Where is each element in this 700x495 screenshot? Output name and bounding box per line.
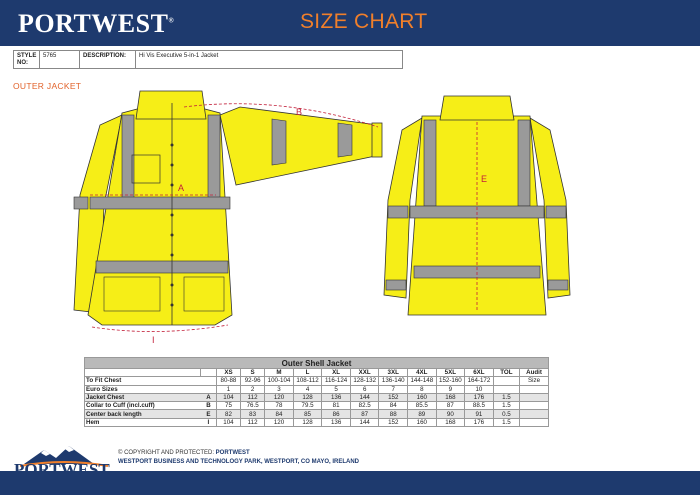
- table-cell: 89: [408, 410, 437, 418]
- table-cell: 100-104: [265, 377, 294, 385]
- table-cell: 164-172: [465, 377, 494, 385]
- description-label: DESCRIPTION:: [80, 51, 136, 68]
- row-label: Euro Sizes: [85, 385, 201, 393]
- table-cell: 2: [241, 385, 265, 393]
- table-cell: 160: [408, 418, 437, 426]
- audit-header: Audit: [520, 369, 549, 377]
- tol-header: TOL: [493, 369, 519, 377]
- table-title: Outer Shell Jacket: [85, 358, 549, 369]
- size-header: M: [265, 369, 294, 377]
- table-cell: 81: [322, 402, 351, 410]
- front-right-sleeve: [220, 107, 380, 185]
- size-header: 5XL: [436, 369, 465, 377]
- tol-cell: 1.5: [493, 418, 519, 426]
- row-label: Hem: [85, 418, 201, 426]
- header-spacer: [85, 369, 201, 377]
- table-cell: 152: [379, 418, 408, 426]
- table-cell: 176: [465, 393, 494, 401]
- row-code: E: [201, 410, 216, 418]
- table-cell: 86: [322, 410, 351, 418]
- size-header: XL: [322, 369, 351, 377]
- table-cell: 8: [408, 385, 437, 393]
- style-value: 5765: [40, 51, 80, 68]
- table-cell: 108-112: [293, 377, 322, 385]
- row-label: To Fit Chest: [85, 377, 201, 385]
- table-cell: 6: [350, 385, 379, 393]
- table-cell: 104: [216, 418, 240, 426]
- header-spacer: [201, 369, 216, 377]
- table-cell: 136: [322, 393, 351, 401]
- row-code: I: [201, 418, 216, 426]
- back-collar: [440, 96, 514, 120]
- table-cell: 120: [265, 393, 294, 401]
- size-header: S: [241, 369, 265, 377]
- row-code: [201, 377, 216, 385]
- table-cell: 75: [216, 402, 240, 410]
- table-header-row: [85, 369, 549, 377]
- table-cell: 7: [379, 385, 408, 393]
- header-bar: [0, 0, 700, 46]
- table-cell: 5: [322, 385, 351, 393]
- table-cell: 84: [379, 402, 408, 410]
- table-cell: 152-160: [436, 377, 465, 385]
- table-cell: 82: [216, 410, 240, 418]
- table-cell: 144: [350, 418, 379, 426]
- row-code: [201, 385, 216, 393]
- table-cell: 144-148: [408, 377, 437, 385]
- table-row: [85, 393, 549, 401]
- jacket-back-diagram: [380, 90, 580, 330]
- table-cell: 82.5: [350, 402, 379, 410]
- table-cell: [520, 402, 549, 410]
- table-cell: 3: [265, 385, 294, 393]
- table-cell: 9: [436, 385, 465, 393]
- table-cell: 160: [408, 393, 437, 401]
- table-cell: 79.5: [293, 402, 322, 410]
- table-cell: 88.5: [465, 402, 494, 410]
- tol-cell: 1.5: [493, 402, 519, 410]
- row-code: A: [201, 393, 216, 401]
- footer-brand: PORTWEST: [14, 460, 110, 479]
- table-cell: [520, 410, 549, 418]
- table-cell: 91: [465, 410, 494, 418]
- measure-label-a: A: [178, 183, 185, 193]
- table-cell: 116-124: [322, 377, 351, 385]
- table-cell: [520, 385, 549, 393]
- table-cell: 76.5: [241, 402, 265, 410]
- table-cell: 10: [465, 385, 494, 393]
- table-cell: 84: [265, 410, 294, 418]
- audit-cell: Size: [520, 377, 549, 385]
- size-header: 6XL: [465, 369, 494, 377]
- table-cell: 4: [293, 385, 322, 393]
- table-cell: 104: [216, 393, 240, 401]
- description-value: Hi Vis Executive 5-in-1 Jacket: [139, 53, 219, 59]
- front-hem-band: [96, 261, 228, 273]
- table-cell: 128-132: [350, 377, 379, 385]
- table-cell: 85: [293, 410, 322, 418]
- front-collar: [136, 91, 206, 119]
- jacket-front-diagram: [60, 85, 390, 347]
- page-title: SIZE CHART: [300, 10, 428, 33]
- table-cell: 136-140: [379, 377, 408, 385]
- row-label: Center back length: [85, 410, 201, 418]
- table-cell: 120: [265, 418, 294, 426]
- table-cell: 85.5: [408, 402, 437, 410]
- style-label: STYLE NO:: [14, 51, 40, 68]
- table-row: [85, 377, 549, 385]
- table-row: [85, 410, 549, 418]
- table-cell: 80-88: [216, 377, 240, 385]
- table-cell: 152: [379, 393, 408, 401]
- table-cell: 112: [241, 393, 265, 401]
- table-cell: 78: [265, 402, 294, 410]
- table-cell: 87: [350, 410, 379, 418]
- table-cell: 92-96: [241, 377, 265, 385]
- measure-label-e: E: [481, 174, 488, 184]
- table-cell: 83: [241, 410, 265, 418]
- section-label: OUTER JACKET: [13, 81, 82, 91]
- table-cell: [520, 393, 549, 401]
- copyright-text: © COPYRIGHT AND PROTECTED: PORTWEST WESTPORT BUSINESS AND TECHNOLOGY PARK, WESTPORT, CO MAYO, IRELAND: [118, 450, 360, 465]
- row-label: Jacket Chest: [85, 393, 201, 401]
- table-cell: 112: [241, 418, 265, 426]
- table-cell: 87: [436, 402, 465, 410]
- size-header: L: [293, 369, 322, 377]
- table-cell: 176: [465, 418, 494, 426]
- size-header: 4XL: [408, 369, 437, 377]
- table-cell: [520, 418, 549, 426]
- table-cell: 168: [436, 393, 465, 401]
- size-header: 3XL: [379, 369, 408, 377]
- table-cell: 128: [293, 393, 322, 401]
- size-table: [84, 357, 549, 427]
- table-cell: 144: [350, 393, 379, 401]
- table-cell: 128: [293, 418, 322, 426]
- front-chest-band: [90, 197, 230, 209]
- table-cell: [493, 385, 519, 393]
- table-cell: 136: [322, 418, 351, 426]
- measure-label-b: B: [296, 107, 303, 117]
- brand-logo: PORTWEST®: [18, 9, 175, 38]
- row-label: Collar to Cuff (incl.cuff): [85, 402, 201, 410]
- table-row: [85, 418, 549, 426]
- tol-cell: 0.5: [493, 410, 519, 418]
- table-cell: [493, 377, 519, 385]
- table-row: [85, 402, 549, 410]
- row-code: B: [201, 402, 216, 410]
- size-header: XS: [216, 369, 240, 377]
- table-cell: 90: [436, 410, 465, 418]
- table-cell: 1: [216, 385, 240, 393]
- size-header: XXL: [350, 369, 379, 377]
- style-info-bar: [13, 50, 403, 69]
- tol-cell: 1.5: [493, 393, 519, 401]
- table-cell: 168: [436, 418, 465, 426]
- table-cell: 88: [379, 410, 408, 418]
- measure-label-i: I: [152, 335, 155, 345]
- table-row: [85, 385, 549, 393]
